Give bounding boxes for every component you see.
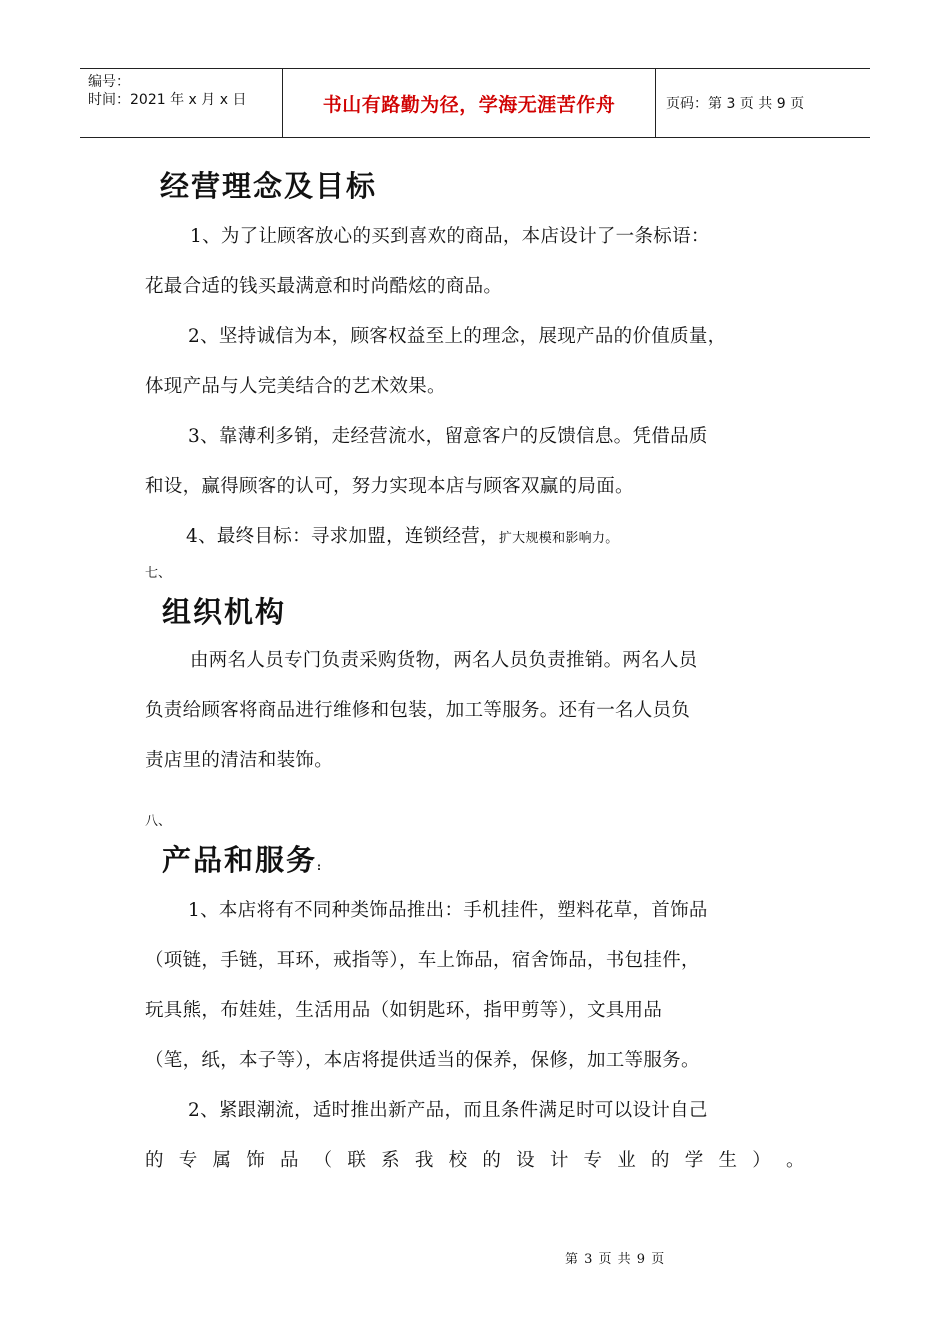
spread-char: 我	[414, 1150, 434, 1171]
spread-char: 生	[718, 1150, 738, 1171]
spread-char: 属	[212, 1150, 232, 1171]
section-heading-colon: :	[317, 862, 324, 873]
paragraph-line: 玩具熊，布娃娃，生活用品（如钥匙环，指甲剪等），文具用品	[145, 1000, 663, 1021]
spread-char: 专	[178, 1150, 198, 1171]
final-goal-small: 扩大规模和影响力。	[498, 531, 619, 546]
paragraph-line: 和设，赢得顾客的认可，努力实现本店与顾客双赢的局面。	[145, 476, 634, 497]
header-motto: 书山有路勤为径，学海无涯苦作舟	[322, 93, 616, 116]
section-number: 七、	[145, 566, 172, 581]
spread-char: 计	[549, 1150, 569, 1171]
spread-char: （	[313, 1150, 333, 1171]
paragraph-line: 花最合适的钱买最满意和时尚酷炫的商品。	[145, 276, 503, 297]
spread-char: 的	[145, 1150, 164, 1171]
spread-char: 品	[279, 1150, 299, 1171]
spread-char: 的	[651, 1150, 670, 1171]
section-heading-organization: 组织机构	[162, 595, 287, 629]
spread-char: 。	[785, 1150, 805, 1171]
spread-char: 联	[347, 1150, 367, 1171]
paragraph-line: 1、本店将有不同种类饰品推出：手机挂件，塑料花草，首饰品	[188, 900, 708, 921]
page-header	[80, 68, 870, 138]
header-meta	[80, 69, 282, 137]
spread-char: 业	[617, 1150, 637, 1171]
justified-paragraph-line	[145, 1146, 805, 1172]
spread-char: ）	[752, 1150, 772, 1171]
paragraph-line: 负责给顾客将商品进行维修和包装，加工等服务。还有一名人员负	[145, 700, 691, 721]
paragraph-line: 2、紧跟潮流，适时推出新产品，而且条件满足时可以设计自己	[188, 1100, 708, 1121]
paragraph-line: 由两名人员专门负责采购货物，两名人员负责推销。两名人员	[190, 650, 698, 671]
section-number: 八、	[145, 814, 172, 829]
spread-char: 饰	[246, 1150, 266, 1171]
spread-char: 系	[381, 1150, 400, 1171]
final-goal-main: 4、最终目标：寻求加盟，连锁经营，	[186, 526, 499, 547]
spread-char: 学	[684, 1150, 704, 1171]
paragraph-line: 2、坚持诚信为本，顾客权益至上的理念，展现产品的价值质量，	[188, 326, 727, 347]
section-heading-business-philosophy: 经营理念及目标	[160, 169, 378, 203]
section-heading-text: 产品和服务	[162, 843, 318, 877]
header-motto-cell	[282, 69, 656, 137]
paragraph-line: 1、为了让顾客放心的买到喜欢的商品，本店设计了一条标语：	[190, 226, 710, 247]
paragraph-line: 责店里的清洁和装饰。	[145, 750, 334, 771]
paragraph-line: （项链，手链，耳环，戒指等），车上饰品，宿舍饰品，书包挂件，	[145, 950, 700, 971]
spread-char: 专	[583, 1150, 603, 1171]
paragraph-line: 体现产品与人完美结合的艺术效果。	[145, 376, 446, 397]
spread-char: 校	[448, 1150, 468, 1171]
document-number-label: 编号：	[88, 74, 130, 90]
section-heading-products-services	[162, 838, 323, 879]
spread-char: 的	[482, 1150, 502, 1171]
spread-char: 设	[516, 1150, 535, 1171]
header-page-cell	[656, 69, 870, 137]
page-footer: 第 3 页 共 9 页	[565, 1252, 666, 1267]
final-goal-line	[186, 522, 619, 548]
header-page-label: 页码：第 3 页 共 9 页	[666, 96, 805, 112]
paragraph-line: 3、靠薄利多销，走经营流水，留意客户的反馈信息。凭借品质	[188, 426, 708, 447]
document-date-label: 时间：2021 年 x 月 x 日	[88, 92, 247, 108]
paragraph-line: （笔，纸，本子等），本店将提供适当的保养，保修，加工等服务。	[145, 1050, 700, 1071]
